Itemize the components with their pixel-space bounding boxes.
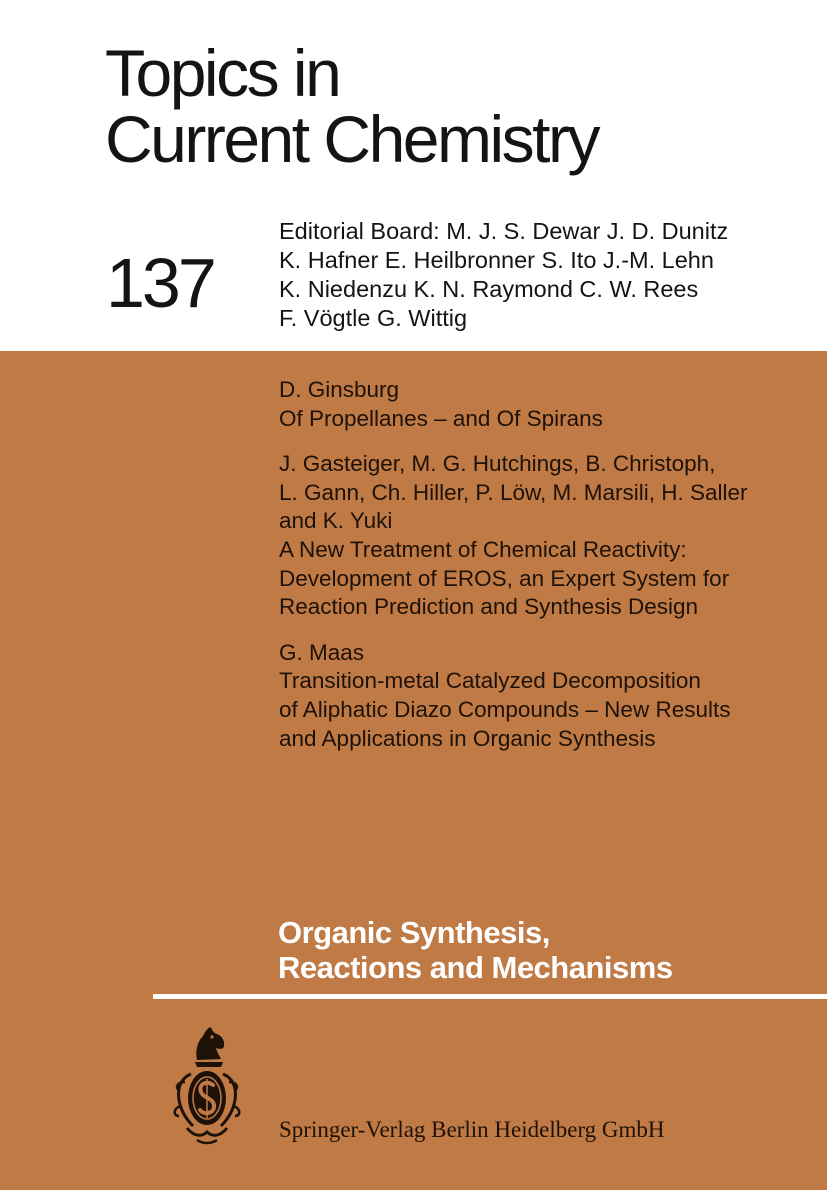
contribution-author: D. Ginsburg	[279, 377, 400, 402]
title-rule	[153, 994, 827, 999]
series-title	[105, 36, 598, 176]
contribution	[279, 450, 819, 622]
contribution-title: of Aliphatic Diazo Compounds – New Results	[279, 696, 731, 722]
contribution-author: J. Gasteiger, M. G. Hutchings, B. Christoph,	[279, 451, 716, 477]
springer-knight-logo-icon	[167, 1022, 247, 1146]
contribution-author: and K. Yuki	[279, 508, 393, 534]
publisher-imprint: Springer-Verlag Berlin Heidelberg GmbH	[279, 1117, 665, 1142]
contribution-author: G. Maas	[279, 639, 365, 665]
contribution	[279, 376, 819, 433]
editorial-board-line: K. Hafner E. Heilbronner S. Ito J.-M. Lehn	[279, 247, 714, 273]
contribution-author: L. Gann, Ch. Hiller, P. Löw, M. Marsili, H. Saller	[279, 479, 748, 505]
contribution-title: Development of EROS, an Expert System for	[279, 565, 730, 591]
contribution-title: Reaction Prediction and Synthesis Design	[279, 594, 698, 620]
volume-title-line: Organic Synthesis,	[278, 915, 550, 950]
volume-number: 137	[106, 244, 214, 322]
editorial-board	[279, 217, 728, 333]
contents-list	[279, 376, 819, 770]
volume-title-line: Reactions and Mechanisms	[278, 950, 673, 985]
editorial-board-line: F. Vögtle G. Wittig	[279, 305, 468, 331]
contribution	[279, 639, 819, 753]
contribution-title: Of Propellanes – and Of Spirans	[279, 405, 603, 431]
editorial-board-line: Editorial Board: M. J. S. Dewar J. D. Dunitz	[279, 218, 729, 244]
contribution-title: A New Treatment of Chemical Reactivity:	[279, 536, 687, 562]
contribution-title: Transition-metal Catalyzed Decomposition	[279, 668, 701, 694]
contribution-title: and Applications in Organic Synthesis	[279, 725, 656, 751]
volume-title	[278, 915, 673, 985]
series-title-line: Topics in	[105, 36, 340, 110]
cover-top-panel	[0, 0, 827, 351]
editorial-board-line: K. Niedenzu K. N. Raymond C. W. Rees	[279, 276, 699, 302]
series-title-line: Current Chemistry	[105, 102, 598, 176]
